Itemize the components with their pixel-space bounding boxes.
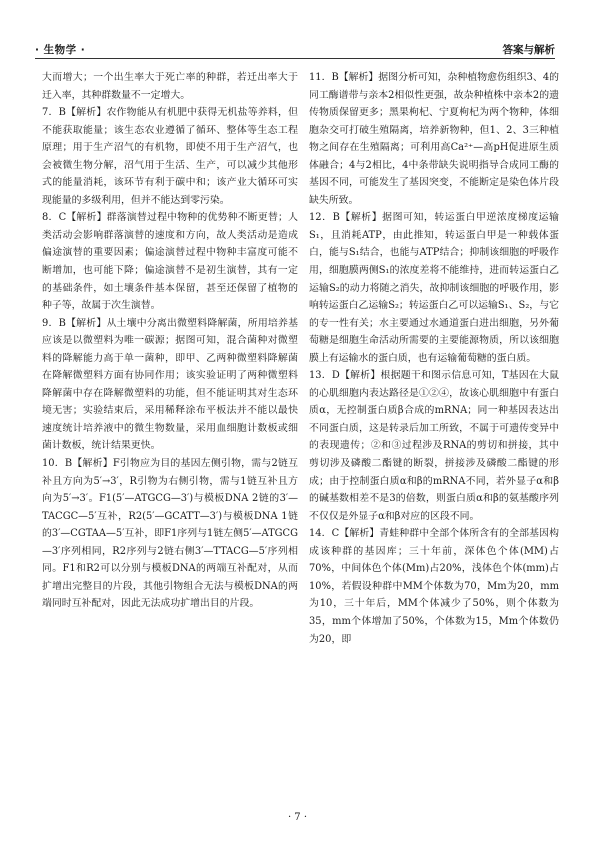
left-column (42, 69, 298, 613)
answer-9: 9．B【解析】从土壤中分离出微塑料降解菌，所用培养基应该是以微塑料为唯一碳源；据图可知，混合菌种对微塑料的降解能力高于单一菌种，即甲、乙两种微塑料降解菌在降解微塑料方面有协同作用；该实验证明了两种微塑料降解菌中存在降解微塑料的功能，但不能证明其对生态环境无害；实验结束后，采用稀释涂布平板法并不能以最快速度统计培养液中的微生物数量，采用血细胞计数板或细菌计数板，统计结果更快。 (42, 317, 298, 452)
answer-10: 10．B【解析】F引物应为目的基因左侧引物，需与2链互补且方向为5′→3′，R引物为右侧引物，需与1链互补且方向为5′→3′。F1(5′—ATGCG—3′)与模板DNA 2链的3′—TACGC—5′互补，R2(5′—GCATT—3′)与模板DNA 1链的3′—CGTAA—5′互补，即F1序列与1链左侧5′—ATGCG—3′序列相同，R2序列与2链右侧3′—TTACG—5′序列相同。F1和R2可以分别与模板DNA的两端互补配对，从而扩增出完整目的片段，其他引物组合无法与模板DNA的两端同时互补配对，因此无法成功扩增出目的片段。 (42, 458, 298, 610)
subject-label: · 生物学 · (35, 44, 86, 56)
answer-7: 7．B【解析】农作物能从有机肥中获得无机盐等养料，但不能获取能量；该生态农业遵循了循环、整体等生态工程原理；用于生产沼气的有机物，即使不用于生产沼气，也会被微生物分解，沼气用于生活、生产，可以减少其他形式的能量消耗，该环节有利于碳中和；该产业大循环可实现能量的多级利用，但并不能达到零污染。 (42, 107, 298, 206)
answer-12: 12．B【解析】据图可知，转运蛋白甲逆浓度梯度运输S₁，且消耗ATP，由此推知，转运蛋白甲是一种载体蛋白，能与S₁结合，也能与ATP结合；抑制该细胞的呼吸作用，细胞膜两侧S₁的浓度差将不能维持，进而转运蛋白乙运输S₂的动力将随之消失，故抑制该细胞的呼吸作用，影响转运蛋白乙运输S₂；转运蛋白乙可以运输S₁、S₂，与它的专一性有关；水主要通过水通道蛋白进出细胞，另外葡萄糖是细胞生命活动所需要的主要能源物质，所以该细胞膜上有运输水的蛋白质，也有运输葡萄糖的蛋白质。 (309, 212, 559, 364)
answer-8: 8．C【解析】群落演替过程中物种的优势种不断更替；人类活动会影响群落演替的速度和方向，故人类活动是造成偏途演替的重要因素；偏途演替过程中物种丰富度可能不断增加，也可能下降；偏途演替不是初生演替，其有一定的基础条件，如土壤条件基本保留，甚至还保留了植物的种子等，故属于次生演替。 (42, 212, 298, 312)
answer-14: 14．C【解析】青蛙种群中全部个体所含有的全部基因构成该种群的基因库；三十年前，深体色个体(MM)占70%，中间体色个体(Mm)占20%，浅体色个体(mm)占10%，若假设种群中MM个体数为70，Mm为20，mm为10，三十年后，MM个体减少了50%，则个体数为35，mm个体增加了50%，个体数为15，Mm个体数仍为20，即 (309, 528, 559, 645)
answer-11: 11．B【解析】据图分析可知，杂种植物愈伤组织3、4的同工酶谱带与亲本2相似性更强，故杂种植株中亲本2的遗传物质保留更多；黑果枸杞、宁夏枸杞为两个物种，体细胞杂交可打破生殖隔离，培养新物种，但1、2、3三种植物之间存在生殖隔离；可利用高Ca²⁺—高pH促进原生质体融合；4与2相比，4中条带缺失说明指导合成同工酶的基因不同，可能发生了基因突变，不能断定是染色体片段缺失所致。 (309, 72, 559, 206)
right-column (309, 69, 559, 648)
section-title: 答案与解析 (502, 44, 555, 56)
answer-13: 13．D【解析】根据题干和图示信息可知，T基因在大鼠的心肌细胞内表达路径是①②④，故该心肌细胞中有蛋白质α，无控制蛋白质β合成的mRNA；同一种基因表达出不同蛋白质，这是转录后加工所致，不属于可遗传变异中的表现遗传；②和③过程涉及RNA的剪切和拼接，其中剪切涉及磷酸二酯键的断裂，拼接涉及磷酸二酯键的形成；由于控制蛋白质α和β的mRNA不同，若外显子α和β的碱基数相差不是3的倍数，则蛋白质α和β的氨基酸序列不仅仅是外显子α和β对应的区段不同。 (309, 370, 559, 522)
page-header (0, 0, 595, 60)
page-number: · 7 · (287, 812, 308, 823)
header-divider (35, 58, 555, 59)
paragraph-continuation: 大而增大；一个出生率大于死亡率的种群，若迁出率大于迁入率，其种群数量不一定增大。 (42, 72, 298, 101)
